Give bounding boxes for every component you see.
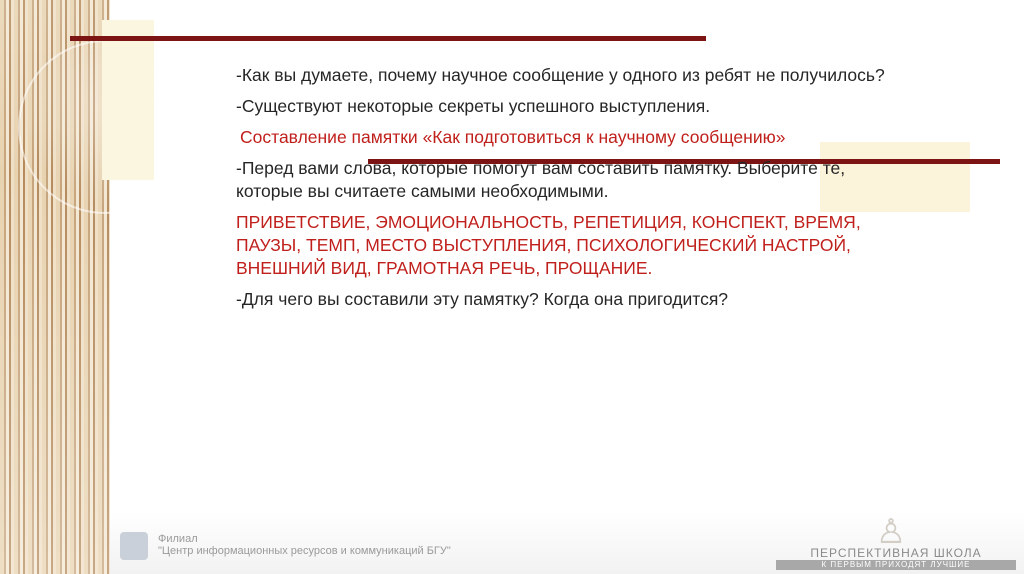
decorative-block — [102, 20, 154, 180]
footer-right — [776, 512, 1016, 570]
top-rule — [70, 36, 706, 41]
question-paragraph: -Как вы думаете, почему научное сообщение у одного из ребят не получилось? — [236, 65, 885, 85]
statue-icon: ♙ — [875, 513, 907, 551]
instruction-paragraph: -Перед вами слова, которые помогут вам составить памятку. Выберите те, которые вы считаете самыми необходимыми. — [236, 158, 846, 201]
memo-title: Составление памятки «Как подготовиться к научному сообщению» — [240, 127, 786, 147]
footer-left — [120, 530, 540, 570]
footer-org-name: "Центр информационных ресурсов и коммуникаций БГУ" — [158, 545, 451, 557]
feather-logo-icon — [120, 532, 148, 560]
closing-question: -Для чего вы составили эту памятку? Когда она пригодится? — [236, 289, 729, 309]
footer-brand: ПЕРСПЕКТИВНАЯ ШКОЛА — [810, 546, 982, 560]
keywords-paragraph: ПРИВЕТСТВИЕ, ЭМОЦИОНАЛЬНОСТЬ, РЕПЕТИЦИЯ, КОНСПЕКТ, ВРЕМЯ, ПАУЗЫ, ТЕМП, МЕСТО ВЫСТУПЛЕНИЯ, ПСИХОЛОГИЧЕСКИЙ НАСТРОЙ, ВНЕШНИЙ ВИД, ГРАМОТНАЯ РЕЧЬ, ПРОЩАНИЕ. — [236, 212, 861, 278]
footer-org-label: Филиал — [158, 533, 198, 545]
statement-paragraph: -Существуют некоторые секреты успешного выступления. — [236, 96, 711, 116]
footer-tagline: К ПЕРВЫМ ПРИХОДЯТ ЛУЧШИЕ — [776, 560, 1016, 570]
slide-content — [236, 64, 896, 319]
